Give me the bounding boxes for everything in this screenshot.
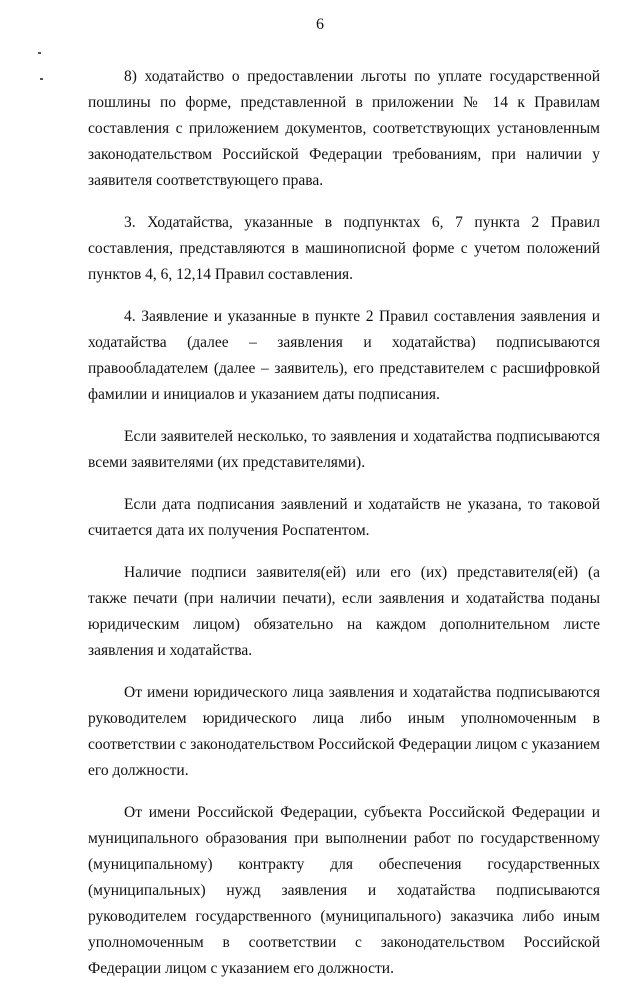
scan-speck	[38, 52, 41, 54]
paragraph-signature-requirement: Наличие подписи заявителя(ей) или его (их) представителя(ей) (а также печати (при наличии печати), если заявления и ходатайства поданы юридическим лицом) обязательно на каждом дополнительном листе заявления и ходатайства.	[88, 564, 600, 659]
paragraph-signing-date: Если дата подписания заявлений и ходатайств не указана, то таковой считается дата их получения Роспатентом.	[88, 496, 600, 539]
paragraph-state-contract: От имени Российской Федерации, субъекта Российской Федерации и муниципального образования при выполнении работ по государственному (муниципальному) контракту для обеспечения государственных (муниципальных) нужд заявления и ходатайства подписываются руководителем государственного (муниципального) заказчика либо иным уполномоченным в соответствии с законодательством Российской Федерации лицом с указанием его должности.	[88, 804, 600, 977]
paragraph-item-8: 8) ходатайство о предоставлении льготы по уплате государственной пошлины по форме, представленной в приложении № 14 к Правилам составления с приложением документов, соответствующих установленным законодательством Российской Федерации требованиям, при наличии у заявителя соответствующего права.	[88, 68, 600, 189]
paragraph-legal-entity: От имени юридического лица заявления и ходатайства подписываются руководителем юридического лица либо иным уполномоченным в соответствии с законодательством Российской Федерации лицом с указанием его должности.	[88, 684, 600, 779]
paragraph-clause-4: 4. Заявление и указанные в пункте 2 Правил составления заявления и ходатайства (далее – заявления и ходатайства) подписываются правообладателем (далее – заявитель), его представителем с расшифровкой фамилии и инициалов и указанием даты подписания.	[88, 308, 600, 403]
document-body	[88, 64, 600, 998]
paragraph-clause-3: 3. Ходатайства, указанные в подпунктах 6, 7 пункта 2 Правил составления, представляются в машинописной форме с учетом положений пунктов 4, 6, 12,14 Правил составления.	[88, 214, 600, 283]
paragraph-multiple-applicants: Если заявителей несколько, то заявления и ходатайства подписываются всеми заявителями (их представителями).	[88, 428, 600, 471]
page-number: 6	[316, 16, 324, 33]
scan-speck	[40, 78, 43, 80]
